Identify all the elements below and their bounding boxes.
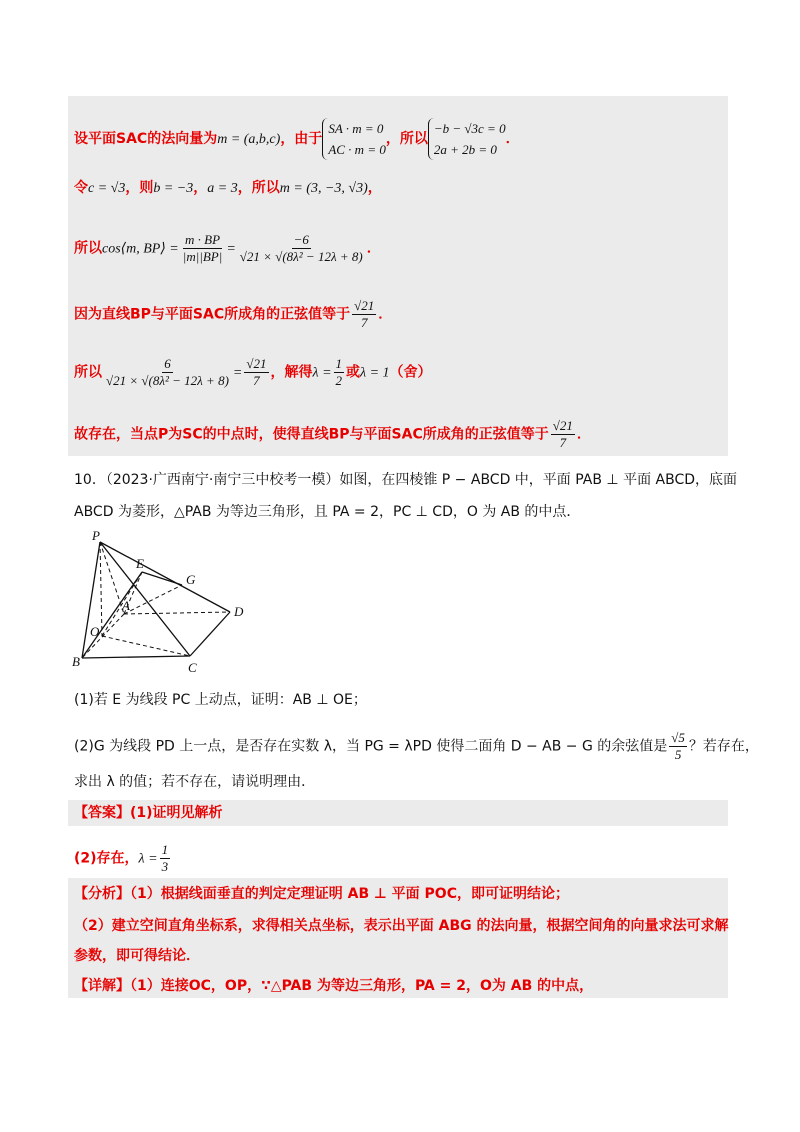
answer-2: (2)存在，	[74, 850, 139, 867]
answer-line-1	[74, 803, 223, 823]
vector-m: m = (a,b,c)	[217, 132, 281, 147]
text-or: 或	[346, 364, 361, 381]
analysis-line-2: （2）建立空间直角坐标系，求得相关点坐标，表示出平面 ABG 的法向量，根据空间角的向量求法可求解	[74, 918, 729, 934]
eq-sa-m: SA · m = 0	[328, 121, 384, 136]
frac-den: |m||BP|	[182, 249, 223, 264]
sub2-text-end: ？若存在，	[688, 738, 759, 755]
answer-1: (1)证明见解析	[130, 805, 223, 821]
subquestion-2	[74, 730, 759, 763]
punct: ．	[366, 240, 381, 257]
frac-num: −6	[293, 232, 309, 247]
sub2-text: (2)G 为线段 PD 上一点，是否存在实数 λ，当 PG = λPD 使得二面角 D − AB − G 的余弦值是	[74, 738, 668, 755]
frac-num: 1	[335, 356, 343, 371]
subquestion-1: (1)若 E 为线段 PC 上动点，证明：AB ⊥ OE；	[74, 692, 367, 708]
analysis-line-1	[74, 884, 569, 904]
text-so: 所以	[74, 240, 102, 257]
text-normal-vector: 设平面SAC的法向量为	[74, 131, 218, 147]
fraction-sqrt21-7	[244, 356, 268, 389]
punct: ，	[193, 180, 208, 196]
b-value: b = −3	[153, 181, 194, 196]
analysis-line-3: 参数，即可得结论．	[74, 948, 200, 964]
frac-den: 2	[335, 373, 343, 388]
edge-eb	[82, 572, 142, 658]
fraction-sqrt5-5	[669, 730, 687, 763]
text-so: 所以	[74, 364, 102, 381]
question-line-2: ABCD 为菱形，△PAB 为等边三角形，且 PA = 2，PC ⊥ CD，O 为 AB 的中点．	[74, 504, 581, 520]
equation-system-1	[322, 118, 386, 160]
eq-ac-m: AC · m = 0	[328, 142, 386, 157]
equation-system-2	[428, 118, 506, 160]
label-b: B	[72, 654, 80, 669]
equals: =	[232, 365, 243, 381]
label-d: D	[234, 604, 244, 619]
frac-den: 7	[253, 373, 260, 388]
frac-den: 7	[559, 435, 567, 450]
frac-num: m · BP	[185, 232, 221, 247]
text-since: ，由于	[280, 131, 323, 147]
label-g: G	[186, 572, 196, 587]
subquestion-2-line-2: 求出 λ 的值；若不存在，请说明理由．	[74, 774, 316, 790]
text-conclusion: 故存在，当点P为SC的中点时，使得直线BP与平面SAC所成角的正弦值等于	[74, 426, 549, 443]
edge-cd	[190, 612, 230, 656]
detail-line-1	[74, 976, 593, 996]
a-value: a = 3	[207, 181, 238, 196]
edge-pd	[100, 542, 230, 612]
detail-1: （1）连接OC，OP，∵△PAB 为等边三角形，PA = 2，O为 AB 的中点，	[130, 978, 594, 994]
fraction-dot	[181, 232, 225, 265]
fraction-third	[160, 842, 171, 875]
frac-den: 7	[360, 315, 368, 330]
hidden-ad	[124, 612, 230, 614]
label-o: O	[90, 624, 100, 639]
m-value: m = (3, −3, √3)	[279, 181, 368, 196]
lambda: λ =	[312, 365, 332, 381]
frac-num: √21	[552, 418, 573, 433]
lambda: λ =	[138, 851, 158, 867]
label-e: E	[136, 556, 144, 571]
analysis-label: 【分析】	[74, 886, 130, 902]
frac-num: 1	[161, 842, 169, 857]
fraction-cos-value	[238, 232, 365, 265]
cos-expr: cos⟨m, BP⟩ =	[102, 241, 179, 257]
text-solve: ，解得	[270, 364, 313, 381]
edge-bc	[82, 656, 190, 658]
punct: ．	[505, 131, 520, 147]
fraction-sqrt21-7	[551, 418, 575, 451]
edge-pc	[100, 542, 190, 656]
frac-den: 5	[674, 747, 682, 762]
question-line-1: 10．（2023·广西南宁·南宁三中校考一模）如图，在四棱锥 P − ABCD 中，平面 PAB ⊥ 平面 ABCD，底面	[74, 472, 738, 488]
label-c: C	[188, 660, 197, 675]
frac-num: √21	[246, 356, 267, 371]
c-value: c = √3	[88, 181, 126, 196]
label-p: P	[92, 530, 100, 543]
punct: ，	[367, 180, 382, 196]
equals: =	[226, 241, 236, 257]
edge-eg	[142, 572, 182, 585]
solution-line-3	[74, 232, 381, 265]
frac-den: √21 × √(8λ² − 12λ + 8)	[106, 373, 229, 388]
punct: ．	[576, 426, 591, 443]
text-discard: （舍）	[389, 364, 432, 381]
label-a: A	[122, 598, 130, 613]
eq-a-b: 2a + 2b = 0	[433, 142, 497, 157]
fraction-sqrt21-7	[352, 298, 376, 331]
frac-num: √21	[354, 298, 375, 313]
text-sine-condition: 因为直线BP与平面SAC所成角的正弦值等于	[74, 306, 351, 323]
pyramid-figure	[70, 530, 260, 680]
solution-line-2	[74, 178, 382, 199]
fraction-6	[104, 356, 231, 389]
solution-line-4	[74, 298, 392, 331]
text-so: ，所以	[385, 131, 428, 147]
frac-den: √21 × √(8λ² − 12λ + 8)	[239, 249, 363, 264]
solution-line-5	[74, 356, 432, 389]
frac-num: √5	[671, 730, 685, 745]
text-so: ，所以	[237, 180, 280, 196]
text-then: ，则	[125, 180, 154, 196]
text-let: 令	[74, 180, 88, 196]
frac-den: 3	[161, 859, 169, 874]
punct: ．	[378, 306, 393, 323]
analysis-1: （1）根据线面垂直的判定定理证明 AB ⊥ 平面 POC，即可证明结论；	[130, 886, 569, 902]
hidden-po	[100, 542, 102, 636]
frac-num: 6	[164, 356, 171, 371]
fraction-half	[334, 356, 345, 389]
eq-b-c: −b − √3c = 0	[433, 121, 506, 136]
answer-line-2	[74, 842, 172, 875]
solution-line-6	[74, 418, 591, 451]
lambda-1: λ = 1	[360, 365, 390, 381]
answer-label: 【答案】	[74, 805, 130, 821]
solution-line-1	[74, 118, 520, 160]
detail-label: 【详解】	[74, 978, 130, 994]
edge-pb	[82, 542, 100, 658]
